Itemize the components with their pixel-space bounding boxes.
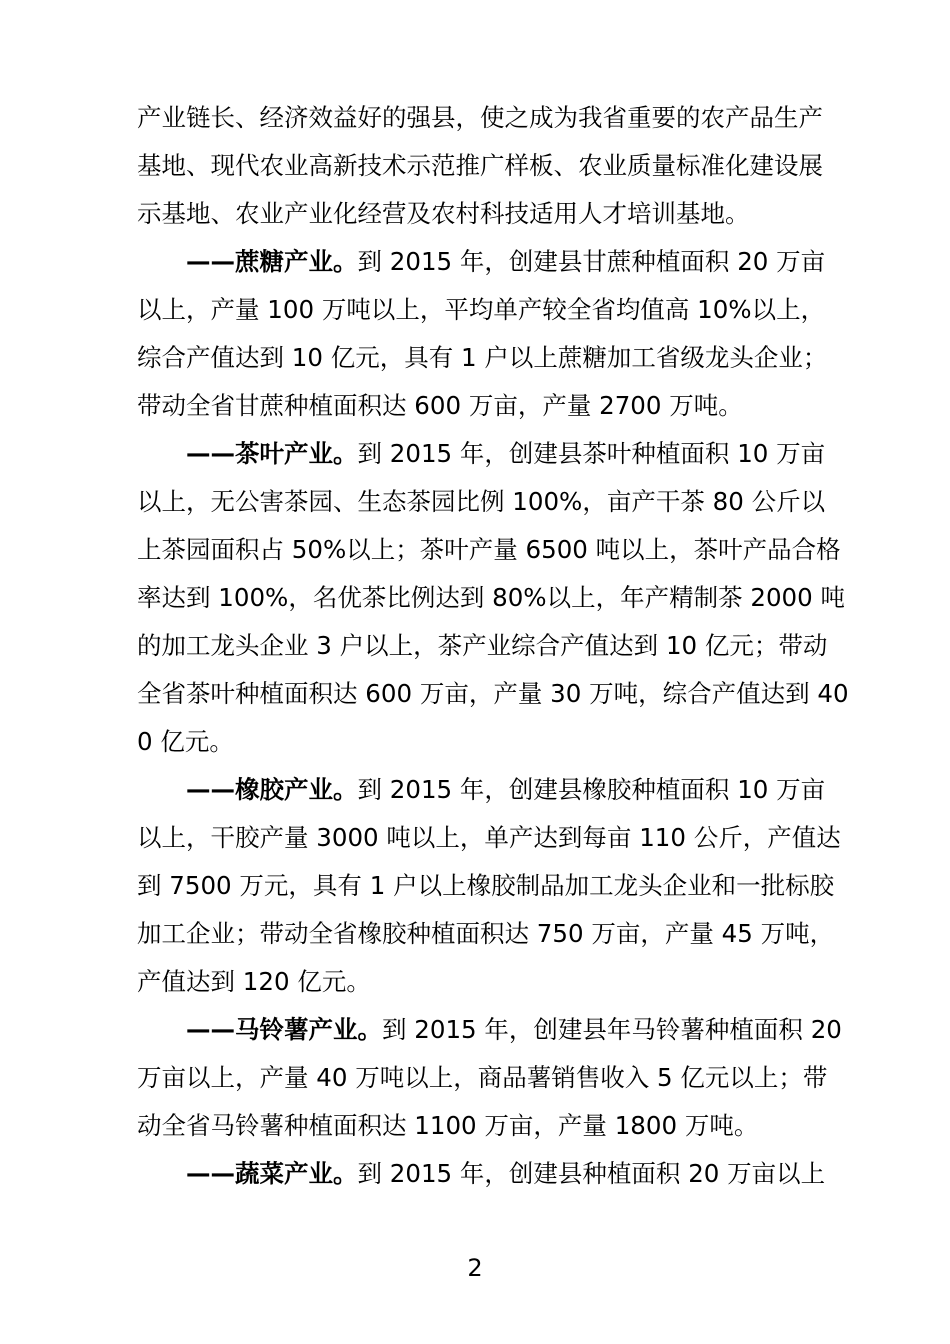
text-line: [137, 910, 835, 958]
text-line: [137, 190, 832, 238]
text-line: [137, 862, 835, 910]
line-text: 到 7500 万元，具有 1 户以上橡胶制品加工龙头企业和一批标胶: [137, 871, 835, 900]
section-heading: ——橡胶产业。: [186, 775, 358, 804]
line-text: 产业链长、经济效益好的强县，使之成为我省重要的农产品生产: [137, 103, 823, 132]
section-heading: ——蔬菜产业。: [186, 1159, 358, 1188]
line-text: 0 亿元。: [137, 727, 234, 756]
line-text: 到 2015 年，创建县甘蔗种植面积 20 万亩: [357, 247, 826, 276]
text-line: [137, 478, 832, 526]
line-text: 的加工龙头企业 3 户以上，茶产业综合产值达到 10 亿元；带动: [137, 631, 828, 660]
text-line: [137, 574, 845, 622]
line-text: 综合产值达到 10 亿元，具有 1 户以上蔗糖加工省级龙头企业；: [137, 343, 828, 372]
line-text: 以上，产量 100 万吨以上，平均单产较全省均值高 10%以上，: [137, 295, 826, 324]
line-text: 上茶园面积占 50%以上；茶叶产量 6500 吨以上，茶叶产品合格: [137, 535, 841, 564]
document-body: [137, 94, 849, 1198]
text-line: [137, 958, 832, 1006]
section-heading-line: [137, 238, 832, 286]
line-text: 以上，无公害茶园、生态茶园比例 100%，亩产干茶 80 公斤以: [137, 487, 826, 516]
text-line: [137, 1102, 832, 1150]
text-line: [137, 622, 832, 670]
text-line: [137, 526, 841, 574]
line-text: 率达到 100%，名优茶比例达到 80%以上，年产精制茶 2000 吨: [137, 583, 845, 612]
section-heading-line: [137, 430, 832, 478]
line-text: 示基地、农业产业化经营及农村科技适用人才培训基地。: [137, 199, 750, 228]
line-text: 到 2015 年，创建县种植面积 20 万亩以上: [357, 1159, 826, 1188]
line-text: 动全省马铃薯种植面积达 1100 万亩，产量 1800 万吨。: [137, 1111, 759, 1140]
text-line: [137, 814, 841, 862]
line-text: 基地、现代农业高新技术示范推广样板、农业质量标准化建设展: [137, 151, 823, 180]
line-text: 到 2015 年，创建县茶叶种植面积 10 万亩: [357, 439, 826, 468]
line-text: 以上，干胶产量 3000 吨以上，单产达到每亩 110 公斤，产值达: [137, 823, 841, 852]
text-line: [137, 94, 832, 142]
text-line: [137, 1054, 832, 1102]
section-heading-line: [137, 1006, 842, 1054]
line-text: 加工企业；带动全省橡胶种植面积达 750 万亩，产量 45 万吨，: [137, 919, 835, 948]
section-heading-line: [137, 1150, 832, 1198]
section-heading: ——蔗糖产业。: [186, 247, 358, 276]
text-line: [137, 382, 832, 430]
text-line: [137, 286, 832, 334]
line-text: 到 2015 年，创建县橡胶种植面积 10 万亩: [357, 775, 826, 804]
line-text: 带动全省甘蔗种植面积达 600 万亩，产量 2700 万吨。: [137, 391, 743, 420]
section-heading: ——茶叶产业。: [186, 439, 358, 468]
line-text: 全省茶叶种植面积达 600 万亩，产量 30 万吨，综合产值达到 40: [137, 679, 849, 708]
text-line: [137, 718, 832, 766]
line-text: 万亩以上，产量 40 万吨以上，商品薯销售收入 5 亿元以上；带: [137, 1063, 828, 1092]
page-number: 2: [467, 1254, 483, 1282]
line-text: 产值达到 120 亿元。: [137, 967, 371, 996]
text-line: [137, 670, 849, 718]
section-heading: ——马铃薯产业。: [186, 1015, 382, 1044]
text-line: [137, 142, 832, 190]
section-heading-line: [137, 766, 832, 814]
line-text: 到 2015 年，创建县年马铃薯种植面积 20: [382, 1015, 842, 1044]
text-line: [137, 334, 832, 382]
